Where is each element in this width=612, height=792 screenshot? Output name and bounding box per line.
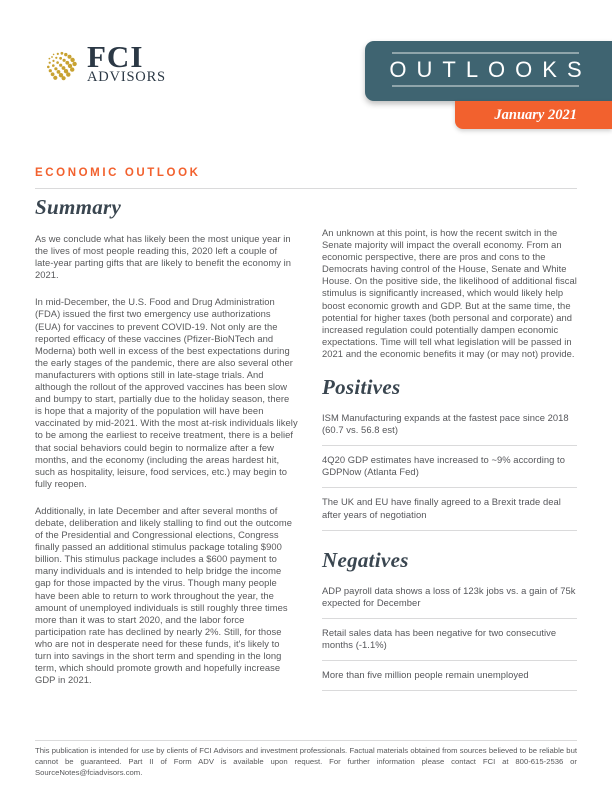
outlooks-banner-rules (389, 52, 592, 87)
negative-item: Retail sales data has been negative for two consecutive months (-1.1%) (322, 619, 577, 661)
section-divider (35, 188, 577, 189)
date-ribbon (455, 101, 612, 129)
issue-date: January 2021 (494, 106, 577, 123)
brand-subname: ADVISORS (87, 69, 166, 85)
right-column (322, 195, 577, 691)
negatives-heading: Negatives (322, 547, 409, 572)
senate-paragraph: An unknown at this point, is how the recent switch in the Senate majority will impact the overall economy. From an economic perspective, there are pros and cons to the Democrats having control of the House, Senate and White House. On the positive side, the likelihood of additional fiscal stimulus is significantly increased, which would likely help boost economic growth and GDP. But at the same time, the potential for higher taxes (both personal and corporate) and increased regulation could potentially dampen economic expectations. Time will tell what legislation will be passed in 2021 and the economic benefits it may (or may not) provide. (322, 227, 577, 359)
section-label: ECONOMIC OUTLOOK (35, 167, 201, 179)
summary-paragraph: In mid-December, the U.S. Food and Drug Administration (FDA) issued the first two emergency use authorizations (EUA) for vaccines to prevent COVID-19. Not only are the reported efficacy of these vaccines (Pfizer-BioNTech and Moderna) both well in excess of the best expectations during the early stages of the pandemic, there are also several other manufacturers with options still in late-stage trials. And although the rollout of the approved vaccines has been slow and bumpy to start, partially due to the holiday season, there is hope that a majority of the population will have been vaccinated by mid-2021. With the most at-risk individuals likely to be among the earliest to receive treatment, there is a belief that social behaviors could begin to normalize after a few months, and the economy (including the areas hardest hit, such as hospitality, leisure, food services, etc.) may begin to fully reopen. (35, 296, 298, 489)
positive-item: The UK and EU have finally agreed to a Brexit trade deal after years of negotiation (322, 488, 577, 530)
negative-item: More than five million people remain unemployed (322, 661, 577, 691)
negative-item: ADP payroll data shows a loss of 123k jobs vs. a gain of 75k expected for December (322, 577, 577, 619)
positive-item: ISM Manufacturing expands at the fastest pace since 2018 (60.7 vs. 56.8 est) (322, 404, 577, 446)
brand-logo (42, 39, 166, 85)
positive-item: 4Q20 GDP estimates have increased to ~9% according to GDPNow (Atlanta Fed) (322, 446, 577, 488)
footer (35, 740, 577, 778)
summary-heading: Summary (35, 195, 122, 219)
left-column (35, 195, 298, 701)
brand-name: FCI (87, 39, 144, 74)
brand-text (87, 39, 166, 85)
summary-paragraph: Additionally, in late December and after several months of debate, deliberation and likely stalling to find out the outcome of the Presidential and Congressional elections, Congress finally passed an additional stimulus package totaling $900 billion. This stimulus package includes a $600 payment to many individuals and is intended to help bridge the income gap for those impacted by the virus. Though many people have been able to return to work throughout the year, the amount of unemployed individuals is still roughly three times more than it was to start 2020, and the labor force participation rate has declined by nearly 2%. Still, for those who are not in desperate need for these funds, it's likely to turn into savings in the short term and spending in the long term, which should promote growth and hopefully increase GDP in 2021. (35, 504, 293, 686)
outlooks-banner (365, 41, 612, 101)
summary-paragraph: As we conclude what has likely been the most unique year in the lives of most people reading this, 2020 left a couple of late-year parting gifts that are likely to benefit the economy in 2021. (35, 233, 291, 281)
fci-globe-icon (42, 47, 78, 83)
footer-disclaimer: This publication is intended for use by clients of FCI Advisors and investment professionals. Factual materials obtained from sources believed to be reliable but cannot be guaranteed. Part II of Form ADV is available upon request. For further information please contact FCI at 800-615-2536 or SourceNotes@fciadvisors.com. (35, 746, 577, 777)
outlooks-title: OUTLOOKS (389, 56, 592, 82)
positives-heading: Positives (322, 375, 401, 400)
